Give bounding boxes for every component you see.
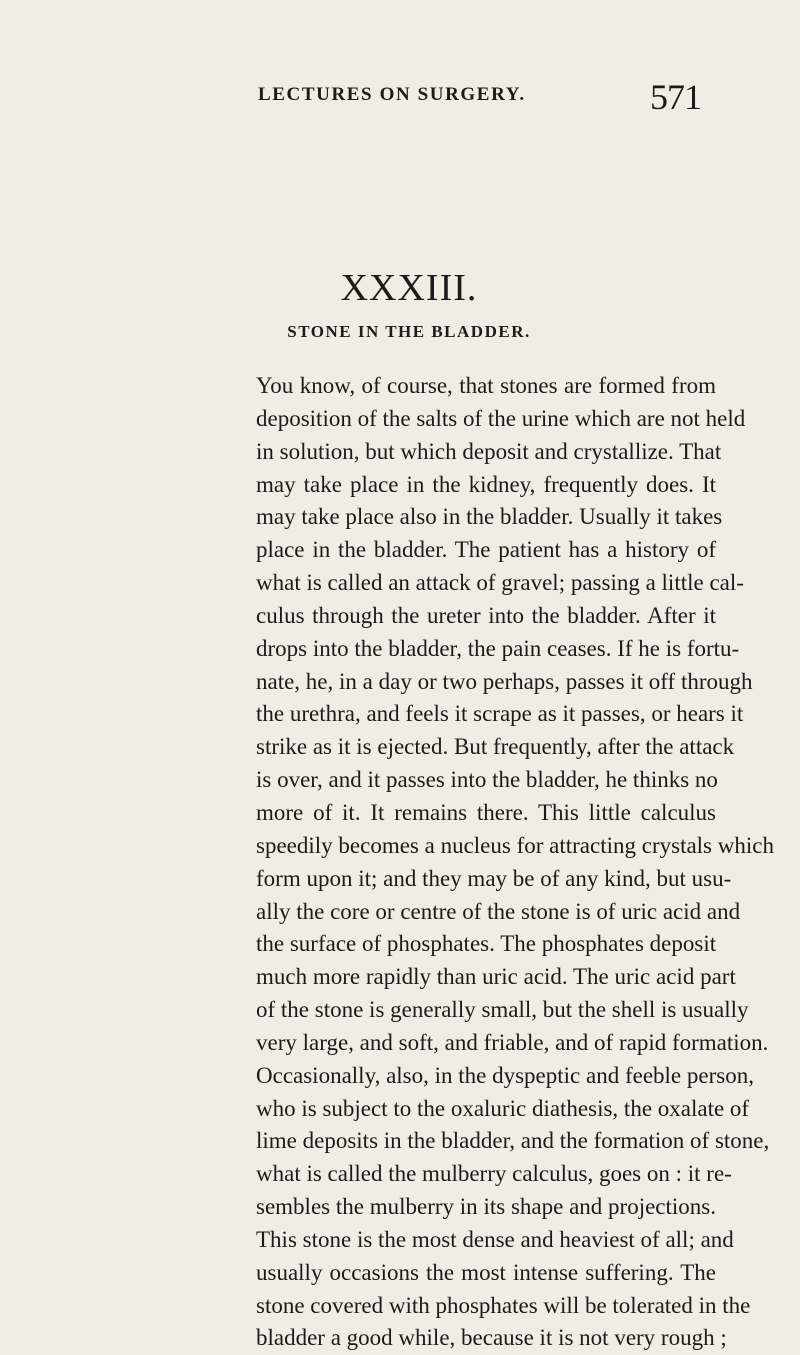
page-number: 571 xyxy=(650,77,701,117)
text-line: speedily becomes a nucleus for attracting crystals which xyxy=(256,832,774,858)
text-line: may take place in the kidney, frequently does. It xyxy=(256,471,716,497)
text-line: usually occasions the most intense suffering. The xyxy=(256,1259,716,1285)
text-line: lime deposits in the bladder, and the formation of stone, xyxy=(256,1128,770,1154)
text-line: more of it. It remains there. This little calculus xyxy=(256,799,716,825)
text-line: may take place also in the bladder. Usually it takes xyxy=(256,504,723,530)
text-line: Occasionally, also, in the dyspeptic and feeble person, xyxy=(256,1062,754,1088)
text-line: You know, of course, that stones are formed from xyxy=(256,373,716,398)
text-line: place in the bladder. The patient has a history of xyxy=(256,537,716,563)
text-line: bladder a good while, because it is not very rough ; xyxy=(256,1325,727,1351)
text-line: culus through the ureter into the bladder. After it xyxy=(256,602,716,628)
chapter-title: STONE IN THE BLADDER. xyxy=(287,322,531,341)
body-paragraph xyxy=(256,370,774,1355)
text-line: what is called an attack of gravel; passing a little cal- xyxy=(256,570,744,596)
text-line: sembles the mulberry in its shape and projections. xyxy=(256,1194,716,1220)
text-line: nate, he, in a day or two perhaps, passes it off through xyxy=(256,668,753,694)
text-line: who is subject to the oxaluric diathesis, the oxalate of xyxy=(256,1095,750,1121)
text-line: strike as it is ejected. But frequently, after the attack xyxy=(256,734,735,760)
text-line: drops into the bladder, the pain ceases. If he is fortu- xyxy=(256,635,740,661)
text-line: the urethra, and feels it scrape as it passes, or hears it xyxy=(256,701,744,727)
text-line: what is called the mulberry calculus, goes on : it re- xyxy=(256,1161,732,1187)
text-line: of the stone is generally small, but the shell is usually xyxy=(256,997,749,1023)
text-line: stone covered with phosphates will be tolerated in the xyxy=(256,1292,751,1318)
text-line: the surface of phosphates. The phosphates deposit xyxy=(256,931,717,957)
text-line: ally the core or centre of the stone is of uric acid and xyxy=(256,898,741,924)
text-line: This stone is the most dense and heaviest of all; and xyxy=(256,1226,734,1252)
chapter-number: XXXIII. xyxy=(340,267,478,309)
text-line: much more rapidly than uric acid. The uric acid part xyxy=(256,964,736,990)
text-line: in solution, but which deposit and crystallize. That xyxy=(256,438,722,464)
running-head: LECTURES ON SURGERY. xyxy=(258,84,526,105)
text-line: very large, and soft, and friable, and of rapid formation. xyxy=(256,1029,769,1055)
text-line: is over, and it passes into the bladder, he thinks no xyxy=(256,767,718,793)
text-line: form upon it; and they may be of any kind, but usu- xyxy=(256,865,732,891)
text-line: deposition of the salts of the urine which are not held xyxy=(256,405,746,431)
